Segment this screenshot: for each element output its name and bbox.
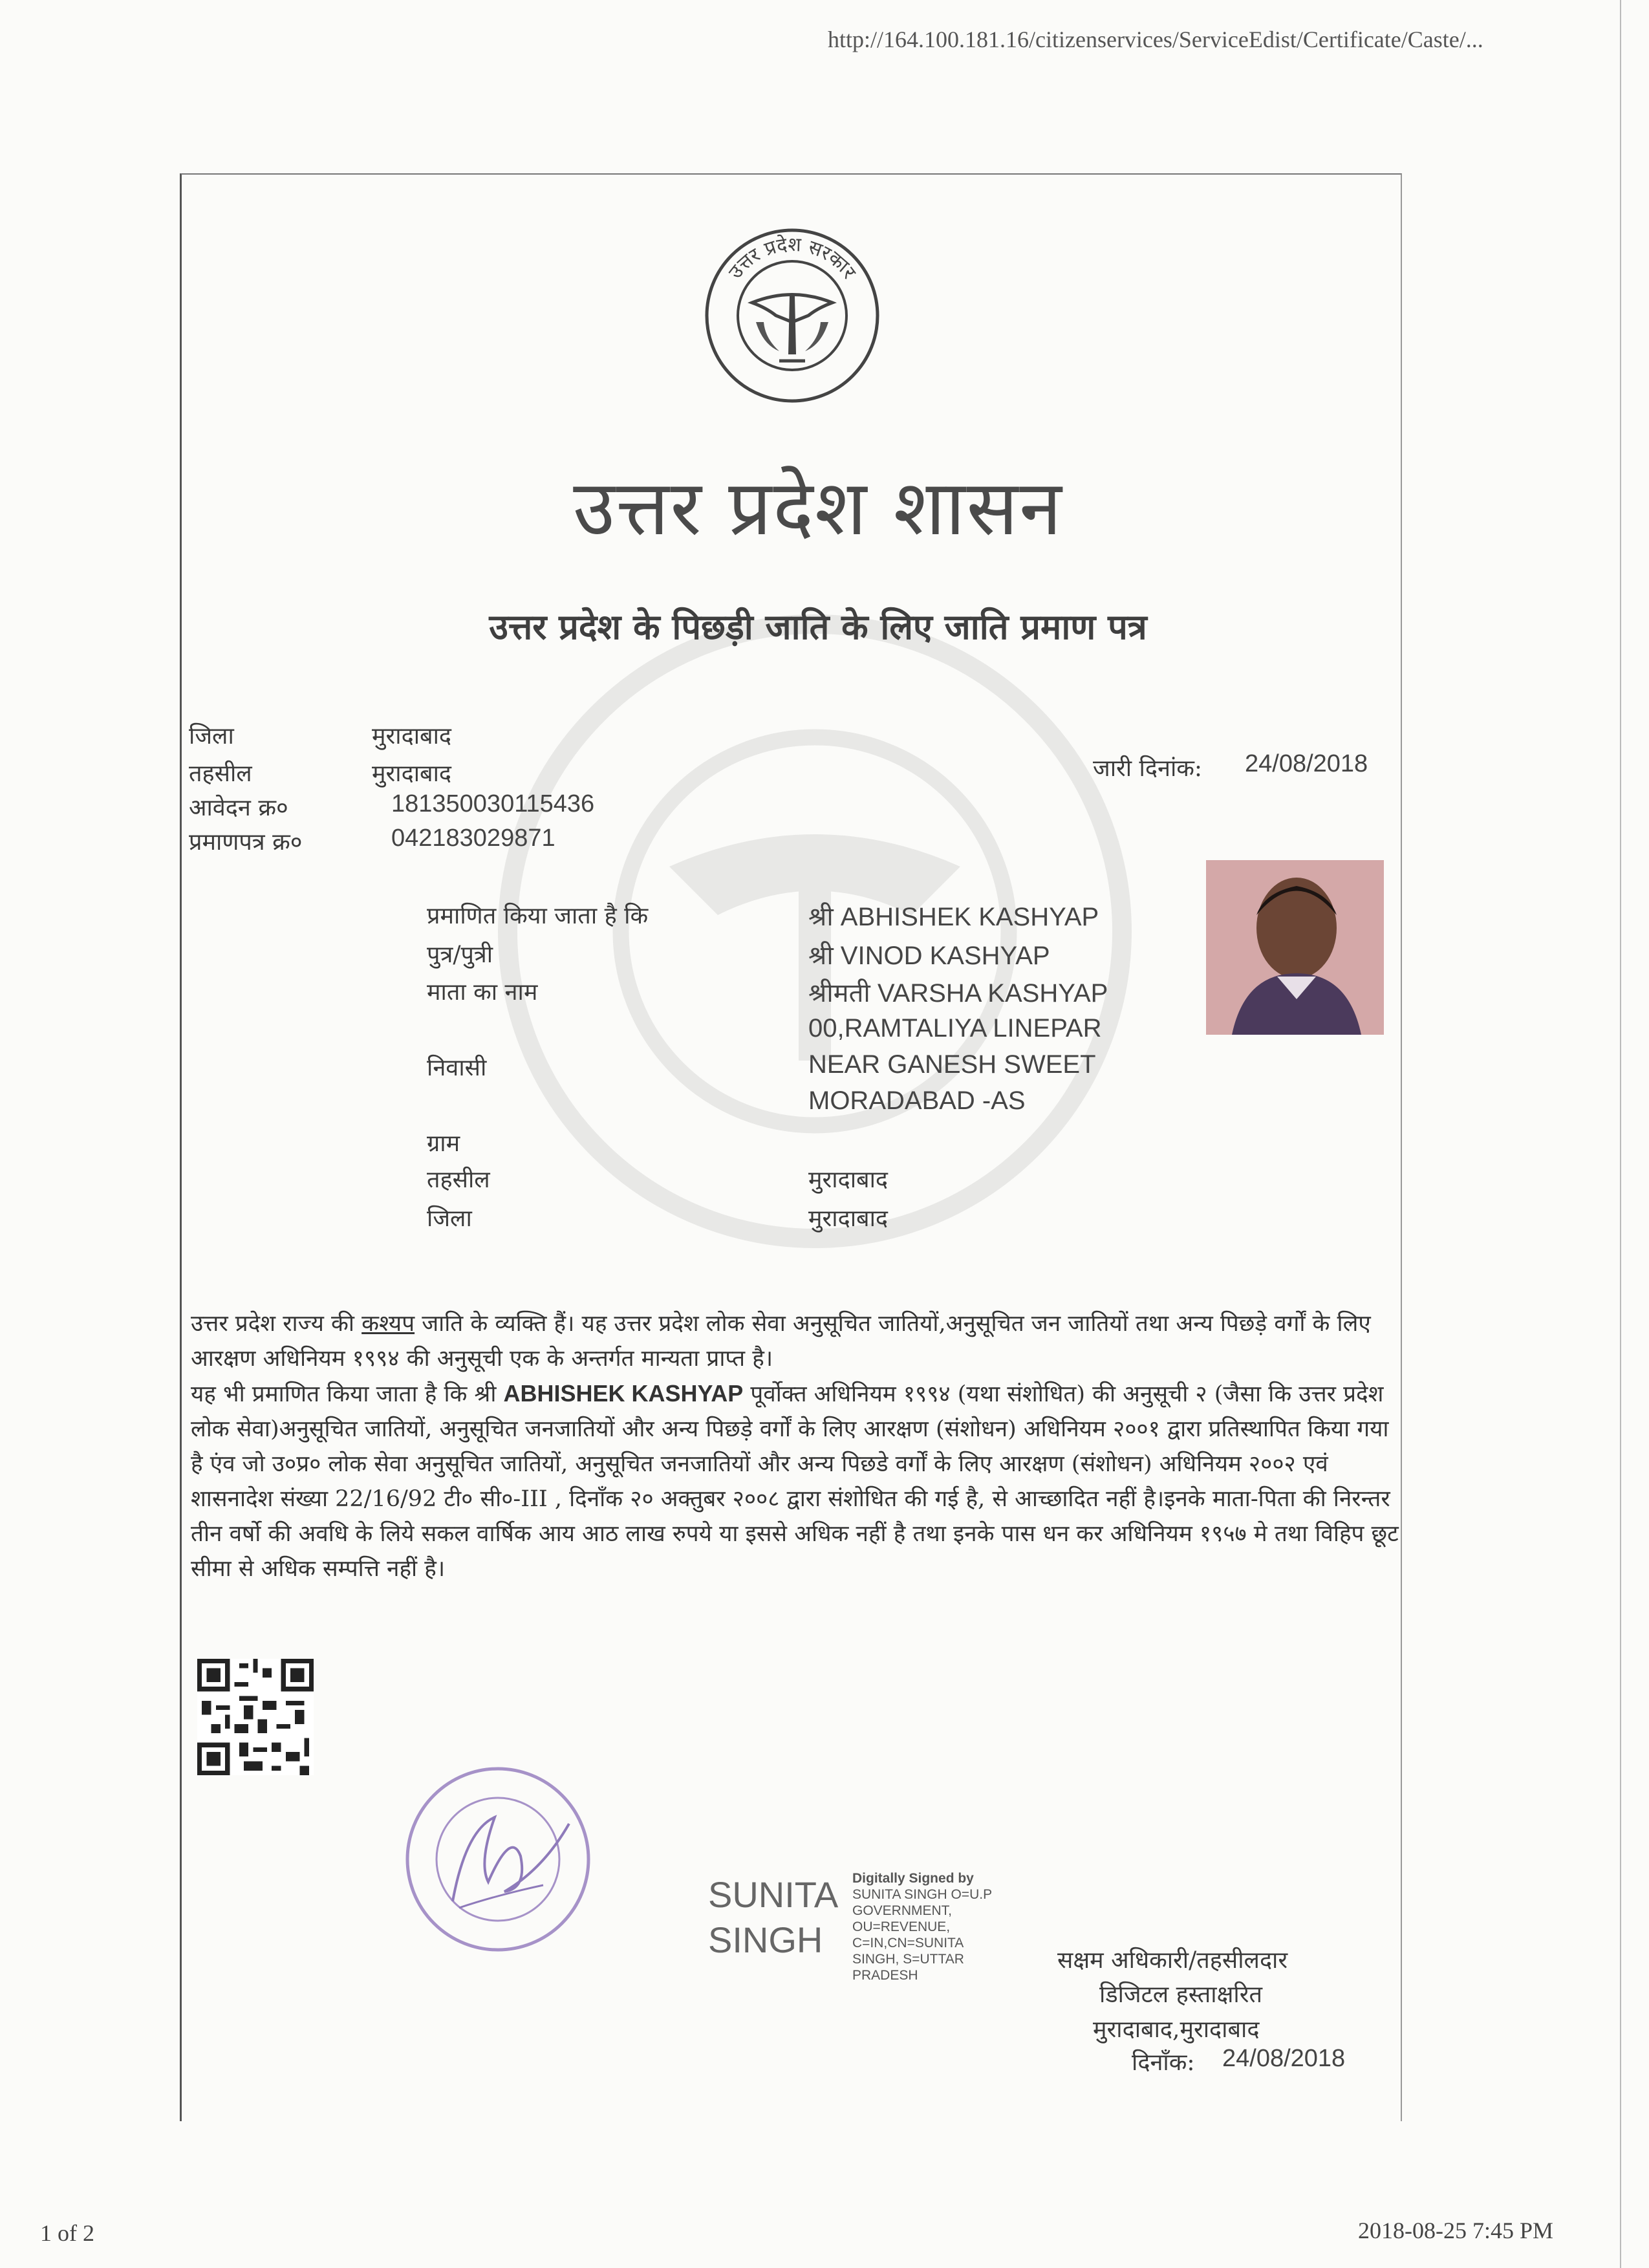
person-tehsil-label: तहसील [427,1167,490,1193]
mother-label: माता का नाम [427,979,538,1006]
qr-code [197,1659,314,1775]
print-timestamp: 2018-08-25 7:45 PM [1358,2218,1554,2243]
certificate-body [191,1306,1406,1586]
village-label: ग्राम [427,1130,460,1157]
emblem-text: उत्तर प्रदेश सरकार [724,233,861,283]
application-no-label: आवेदन क्र० [189,795,288,821]
person-district-label: जिला [427,1205,472,1232]
application-no: 181350030115436 [391,790,595,817]
signer-last-name: SINGH [708,1919,823,1960]
government-title: उत्तर प्रदेश शासन [573,463,1063,552]
parent-label: पुत्र/पुत्री [427,942,493,968]
page-edge [1620,0,1621,2268]
body-person-name: ABHISHEK KASHYAP [503,1380,744,1407]
mother-name: श्रीमती VARSHA KASHYAP [808,979,1108,1008]
certificate-no-label: प्रमाणपत्र क्र० [189,829,303,856]
signer-name [708,1872,838,1963]
svg-text:उत्तर प्रदेश सरकार [724,233,861,284]
person-district: मुरादाबाद [808,1205,889,1232]
officer-digitally-signed: डिजिटल हस्ताक्षरित [1099,1982,1262,2008]
person-tehsil: मुरादाबाद [808,1167,889,1193]
officer-location: मुरादाबाद,मुरादाबाद [1093,2016,1260,2043]
tehsil-value: मुरादाबाद [372,761,452,787]
certified-label: प्रमाणित किया जाता है कि [427,903,649,929]
officer-date: 24/08/2018 [1222,2045,1346,2072]
residence-label: निवासी [427,1055,487,1081]
officer-designation: सक्षम अधिकारी/तहसीलदार [1057,1947,1288,1974]
tehsil-label: तहसील [189,761,252,787]
parent-name: श्री VINOD KASHYAP [808,942,1050,970]
signer-first-name: SUNITA [708,1874,839,1915]
certificate-no: 042183029871 [391,825,555,852]
body-paragraph-2: यह भी प्रमाणित किया जाता है कि श्री ABHISHEK KASHYAP पूर्वोक्त अधिनियम १९९४ (यथा संशोधित) की अनुसूची २ (जैसा कि उत्तर प्रदेश लोक सेवा)अनुसूचित जातियों, अनुसूचित जनजातियों और अन्य पिछड़े वर्गों के लिए आरक्षण (संशोधन) अधिनियम २००१ द्वारा प्रतिस्थापित किया गया है एंव जो उ०प्र० लोक सेवा अनुसूचित जातियों, अनुसूचित जनजातियों और अन्य पिछडे वर्गों के लिए आरक्षण (संशोधन) अधिनियम २००२ एवं शासनादेश संख्या 22/16/92 टी० सी०-III , दिनाँक २० अक्तुबर २००८ द्वारा संशोधित की गई है, से आच्छादित नहीं है।इनके माता-पिता की निरन्तर तीन वर्षो की अवधि के लिये सकल वार्षिक आय आठ लाख रुपये या इससे अधिक नहीं है तथा इनके पास धन कर अधिनियम १९५७ मे तथा विहिप छूट सीमा से अधिक सम्पत्ति नहीं है। [191,1380,1399,1582]
officer-date-label: दिनाँक: [1132,2049,1195,2076]
browser-url: http://164.100.181.16/citizenservices/ServiceEdist/Certificate/Caste/... [828,27,1483,52]
up-government-emblem [702,225,883,406]
caste-name: कश्यप [361,1311,415,1337]
digital-signature-info: Digitally Signed by SUNITA SINGH O=U.P GOVERNMENT, OU=REVENUE, C=IN,CN=SUNITA SINGH, S=UTTAR PRADESH [852,1871,993,1983]
address-line-1: 00,RAMTALIYA LINEPAR [808,1014,1102,1042]
issue-date: 24/08/2018 [1245,750,1368,777]
page-indicator: 1 of 2 [40,2220,94,2246]
person-name: श्री ABHISHEK KASHYAP [808,903,1099,931]
applicant-photo [1206,860,1384,1035]
issue-date-label: जारी दिनांक: [1093,755,1203,782]
body-paragraph-1: उत्तर प्रदेश राज्य की कश्यप जाति के व्यक्ति हैं। यह उत्तर प्रदेश लोक सेवा अनुसूचित जातियों,अनुसूचित जन जातियों तथा अन्य पिछड़े वर्गों के लिए आरक्षण अधिनियम १९९४ की अनुसूची एक के अन्तर्गत मान्यता प्राप्त है। [191,1311,1371,1372]
certificate-title: उत्तर प्रदेश के पिछड़ी जाति के लिए जाति प्रमाण पत्र [489,606,1147,647]
official-seal-signature [382,1753,614,1966]
district-label: जिला [189,723,234,750]
district-value: मुरादाबाद [372,723,452,750]
address-line-3: MORADABAD -AS [808,1086,1026,1115]
address-line-2: NEAR GANESH SWEET [808,1050,1096,1079]
